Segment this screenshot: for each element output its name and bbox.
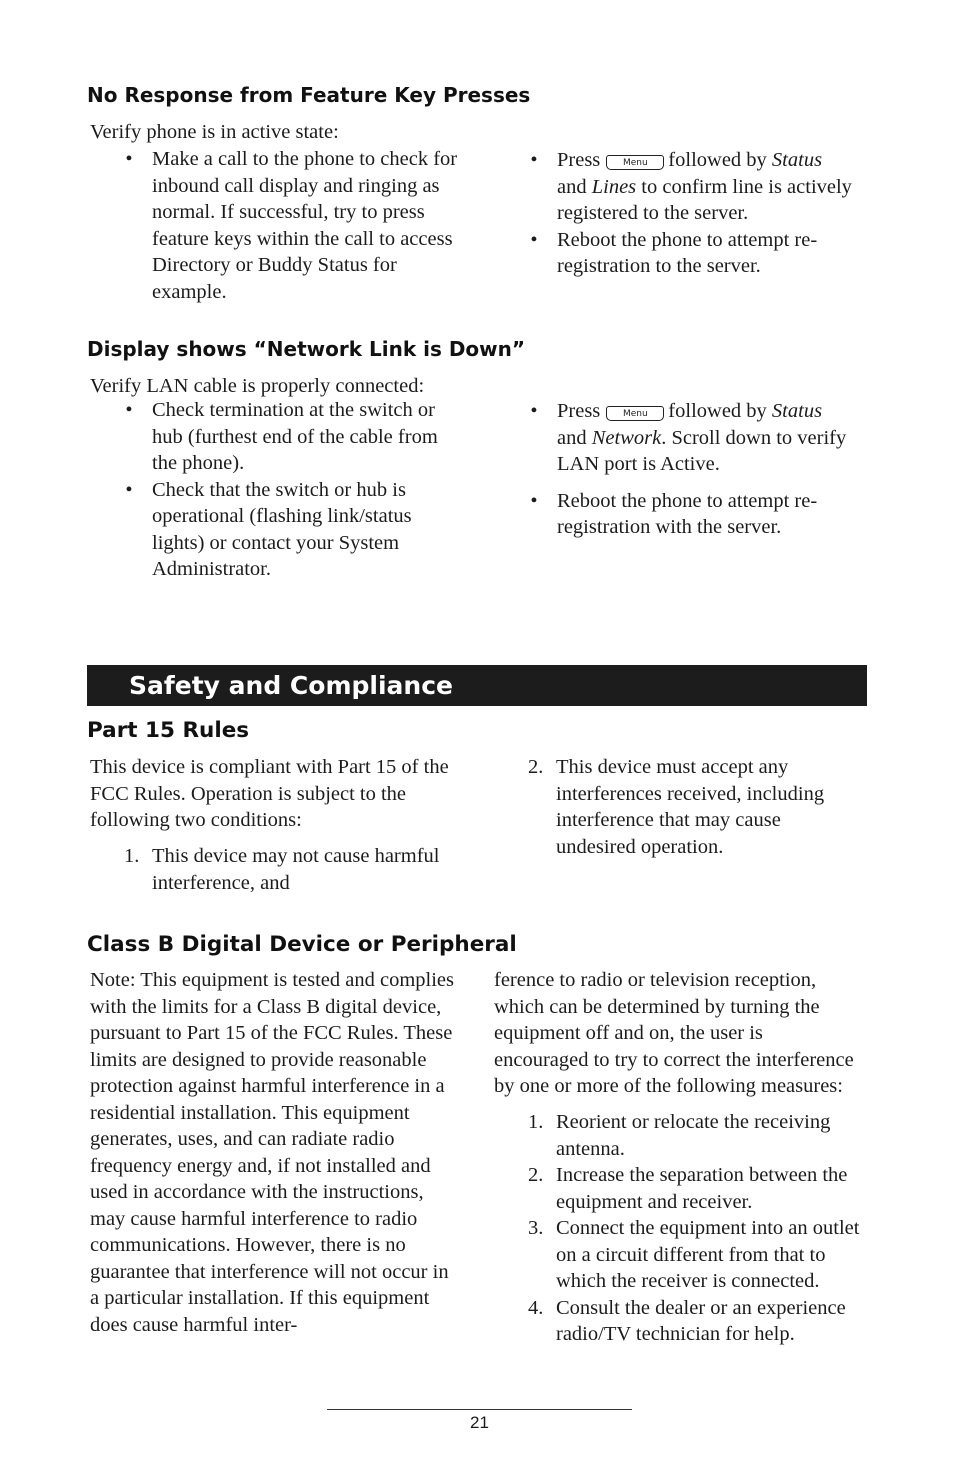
paragraph: This device is compliant with Part 15 of the FCC Rules. Operation is subject to the following two conditions: bbox=[90, 756, 449, 831]
bullet: • bbox=[530, 400, 538, 422]
menu-key-icon: Menu bbox=[606, 155, 664, 170]
list-item: • Press Menu followed by Status and Network. Scroll down to verify LAN port is Active. bbox=[524, 398, 874, 478]
section-heading-network-link: Display shows “Network Link is Down” bbox=[87, 337, 526, 361]
section-intro: Verify phone is in active state: bbox=[90, 121, 339, 143]
bullet: • bbox=[530, 149, 538, 171]
list-item: • Press Menu followed by Status and Lines to confirm line is actively registered to the server. bbox=[524, 147, 874, 227]
bullet-list bbox=[119, 146, 463, 305]
section-banner: Safety and Compliance bbox=[87, 665, 867, 706]
menu-key-icon: Menu bbox=[606, 406, 664, 421]
footer-rule bbox=[327, 1409, 632, 1410]
page-number: 21 bbox=[470, 1413, 489, 1432]
list-item: 4. Consult the dealer or an experience radio/TV technician for help. bbox=[528, 1296, 846, 1345]
list-item: • Check termination at the switch or hub (furthest end of the cable from the phone). bbox=[119, 397, 463, 477]
numbered-list bbox=[124, 843, 464, 896]
bullet: • bbox=[530, 489, 538, 512]
list-item: 1. This device may not cause harmful interference, and bbox=[124, 845, 440, 894]
bullet-list bbox=[119, 397, 463, 583]
list-item: 1. Reorient or relocate the receiving antenna. bbox=[528, 1111, 831, 1160]
list-item: • Make a call to the phone to check for inbound call display and ringing as normal. If successful, try to press feature keys within the call to access Directory or Buddy Status for example. bbox=[119, 146, 463, 305]
bullet: • bbox=[125, 399, 133, 421]
list-item: • Reboot the phone to attempt re-registration with the server. bbox=[524, 488, 874, 541]
subsection-heading-part15: Part 15 Rules bbox=[87, 718, 250, 743]
numbered-list bbox=[528, 754, 863, 860]
list-item: • Reboot the phone to attempt re-registration to the server. bbox=[524, 227, 874, 280]
list-item: 3. Connect the equipment into an outlet on a circuit different from that to which the receiver is connected. bbox=[528, 1217, 860, 1292]
numbered-list bbox=[528, 1109, 873, 1348]
bullet: • bbox=[125, 478, 133, 501]
list-item: • Check that the switch or hub is operational (flashing link/status lights) or contact your System Administrator. bbox=[119, 477, 463, 583]
section-intro: Verify LAN cable is properly connected: bbox=[90, 375, 425, 397]
bullet: • bbox=[530, 228, 538, 251]
list-item: 2. This device must accept any interferences received, including interference that may cause undesired operation. bbox=[528, 756, 825, 858]
bullet-list bbox=[524, 147, 874, 280]
paragraph: Note: This equipment is tested and complies with the limits for a Class B digital device, pursuant to Part 15 of the FCC Rules. These limits are designed to provide reasonable protection against harmful interference in a residential installation. This equipment generates, uses, and can radiate radio frequency energy and, if not installed and used in accordance with the instructions, may cause harmful interference to radio communications. However, there is no guarantee that interference will not occur in a particular installation. If this equipment does cause harmful inter- bbox=[90, 969, 455, 1336]
bullet-list bbox=[524, 398, 874, 541]
bullet: • bbox=[125, 148, 133, 170]
subsection-heading-class-b: Class B Digital Device or Peripheral bbox=[87, 932, 517, 957]
section-heading-no-response: No Response from Feature Key Presses bbox=[87, 83, 531, 107]
paragraph: ference to radio or television reception, which can be determined by turning the equipment off and on, the user is encouraged to try to correct the interference by one or more of the following measures: bbox=[494, 969, 854, 1097]
list-item: 2. Increase the separation between the equipment and receiver. bbox=[528, 1164, 848, 1213]
